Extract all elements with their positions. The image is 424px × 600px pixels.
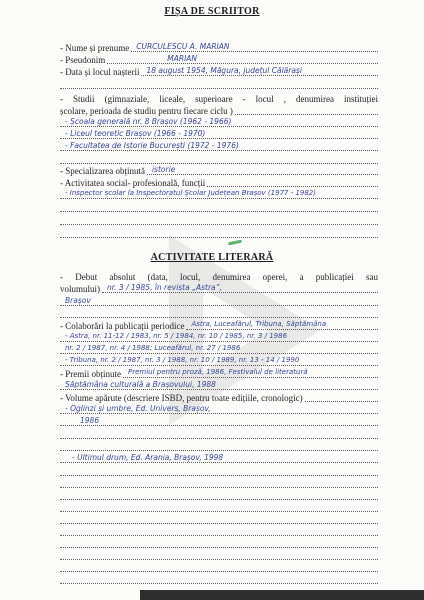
awards-entry: Săptămâna culturală a Brașovului, 1988: [65, 380, 216, 389]
dotted-line: [60, 561, 378, 572]
collaborations-field: [60, 355, 378, 366]
volumes-entry: 1986: [80, 416, 100, 425]
birth-label: - Data și locul nașterii: [60, 67, 140, 77]
blank-line: [60, 490, 378, 501]
activity-row: [60, 177, 378, 188]
collaborations-entry-row: [60, 332, 378, 343]
volumes-entry-row: [60, 404, 378, 415]
debut-label-line-2: volumului): [60, 284, 100, 294]
studies-label-line-2: școlare, perioada de studiu pentru fiecare ciclu ): [60, 106, 233, 116]
name-label: - Nume și prenume: [60, 43, 130, 53]
specialization-row: [60, 165, 378, 176]
studies-row-2: [60, 105, 378, 116]
dotted-line: [60, 537, 378, 548]
footer-bar: [140, 590, 424, 600]
volumes-entry-row: [60, 416, 378, 427]
dotted-line: [60, 307, 378, 318]
awards-field: [123, 367, 378, 378]
collaborations-field: [60, 331, 378, 342]
collaborations-row: [60, 320, 378, 331]
collaborations-entry: nr. 2 / 1987, nr. 4 / 1988; Luceafărul, nr. 27 / 1986: [65, 344, 241, 352]
dotted-line: [60, 78, 378, 89]
dotted-line: [60, 227, 378, 238]
specialization-value: istorie: [151, 165, 176, 174]
section-title-literary: ACTIVITATE LITERARĂ: [150, 252, 274, 263]
volumes-label: - Volume apărute (descriere ISBD, pentru toate edițiile, cronologic): [60, 393, 303, 403]
volumes-field: [60, 415, 378, 426]
dotted-line: [60, 477, 378, 488]
volumes-field: [60, 403, 378, 414]
volumes-row: [60, 392, 378, 403]
blank-line: [60, 514, 378, 525]
debut-field: [102, 282, 378, 293]
blank-line: [60, 441, 378, 452]
dotted-line: [60, 465, 378, 476]
dotted-line: [60, 440, 378, 451]
awards-entry-row: [60, 380, 378, 391]
blank-line: [60, 215, 378, 226]
dotted-line: [60, 489, 378, 500]
dotted-line: [305, 391, 378, 402]
volumes-field: [60, 452, 378, 463]
studies-label-line-1: - Studii (gimnaziale, liceale, superioare - locul , denumirea instituției: [60, 94, 378, 104]
studies-entry-row: [60, 141, 378, 152]
collaborations-entry-row: [60, 344, 378, 355]
specialization-field: [147, 164, 378, 175]
pseudonym-row: [60, 54, 378, 65]
blank-line: [60, 466, 378, 477]
debut-label-line-1: - Debut absolut (data, locul, denumirea operei, a publicației sau: [60, 272, 378, 282]
awards-field: [60, 379, 378, 390]
name-value: CURCULESCU A. MARIAN: [136, 42, 230, 51]
blank-line: [60, 228, 378, 239]
awards-label: - Premii obținute: [60, 369, 121, 379]
volumes-entry-row: [60, 453, 378, 464]
awards-value: Premiul pentru proză, 1986, Festivalul de literatură: [128, 368, 308, 376]
pseudonym-value: MARIAN: [167, 54, 198, 63]
debut-row-2: [60, 283, 378, 294]
studies-field: [60, 128, 378, 139]
debut-row-1: [60, 271, 378, 282]
collaborations-entry-row: [60, 356, 378, 367]
debut-field: [60, 295, 378, 306]
collaborations-entry: - Astra, nr. 11-12 / 1983, nr. 5 / 1984, nr. 10 / 1985, nr. 3 / 1986: [65, 332, 288, 340]
dotted-line: [235, 104, 378, 115]
birth-value: 18 august 1954, Măgura, județul Călărași: [146, 66, 302, 75]
dotted-line: [60, 549, 378, 560]
blank-line: [60, 562, 378, 573]
blank-line: [60, 429, 378, 440]
blank-line: [60, 574, 378, 585]
dotted-line: [60, 513, 378, 524]
debut-entry-row: [60, 296, 378, 307]
activity-entry-row: [60, 189, 378, 200]
activity-entry: - Inspector școlar la Inspectoratul Școlar Județean Brașov (1977 - 1982): [65, 189, 316, 197]
collaborations-value: Astra, Luceafărul, Tribuna, Săptămâna: [191, 320, 327, 328]
specialization-label: - Specializarea obținută: [60, 166, 145, 176]
name-field: [131, 41, 378, 52]
dotted-line: [60, 214, 378, 225]
studies-entry-row: [60, 117, 378, 128]
studies-entry: - Liceul teoretic Brașov (1966 - 1970): [65, 129, 206, 138]
volumes-entry: - Ultimul drum, Ed. Arania, Brașov, 1998: [72, 453, 224, 462]
dotted-line: [60, 501, 378, 512]
activity-field: [60, 188, 378, 199]
studies-row-1: [60, 93, 378, 104]
name-row: [60, 42, 378, 53]
dotted-line: [60, 573, 378, 584]
blank-line: [60, 526, 378, 537]
dotted-line: [60, 428, 378, 439]
studies-entry: - Facultatea de Istorie București (1972 - 1976): [65, 141, 239, 150]
collaborations-field: [186, 319, 378, 330]
blank-line: [60, 538, 378, 549]
collaborations-entry: - Tribuna, nr. 2 / 1987, nr. 3 / 1988, nr. 10 / 1989, nr. 13 - 14 / 1990: [65, 356, 300, 364]
blank-line: [60, 550, 378, 561]
studies-entry: - Școala generală nr. 8 Brașov (1962 - 1966): [65, 117, 232, 126]
studies-field: [60, 140, 378, 151]
dotted-line: [207, 176, 378, 187]
page-title: FIȘA DE SCRIITOR: [164, 6, 260, 17]
blank-line: [60, 202, 378, 213]
debut-entry: Brașov: [65, 296, 91, 305]
blank-line: [60, 308, 378, 319]
studies-field: [60, 116, 378, 127]
blank-line: [60, 79, 378, 90]
birth-field: [141, 65, 378, 76]
pseudonym-field: [107, 53, 378, 64]
awards-row: [60, 368, 378, 379]
blank-line: [60, 502, 378, 513]
pseudonym-label: - Pseudonim: [60, 55, 106, 65]
volumes-entry: - Oglinzi și umbre, Ed. Univers, Brașov,: [65, 404, 211, 413]
collaborations-label: - Colaborări la publicații periodice: [60, 321, 185, 331]
dotted-line: [60, 201, 378, 212]
debut-value: nr. 3 / 1985, în revista „Astra”,: [107, 283, 222, 292]
dotted-line: [60, 153, 378, 164]
blank-line: [60, 478, 378, 489]
collaborations-field: [60, 343, 378, 354]
studies-entry-row: [60, 129, 378, 140]
birth-row: [60, 66, 378, 77]
dotted-line: [60, 525, 378, 536]
activity-label: - Activitatea social- profesională, funcții: [60, 178, 206, 188]
